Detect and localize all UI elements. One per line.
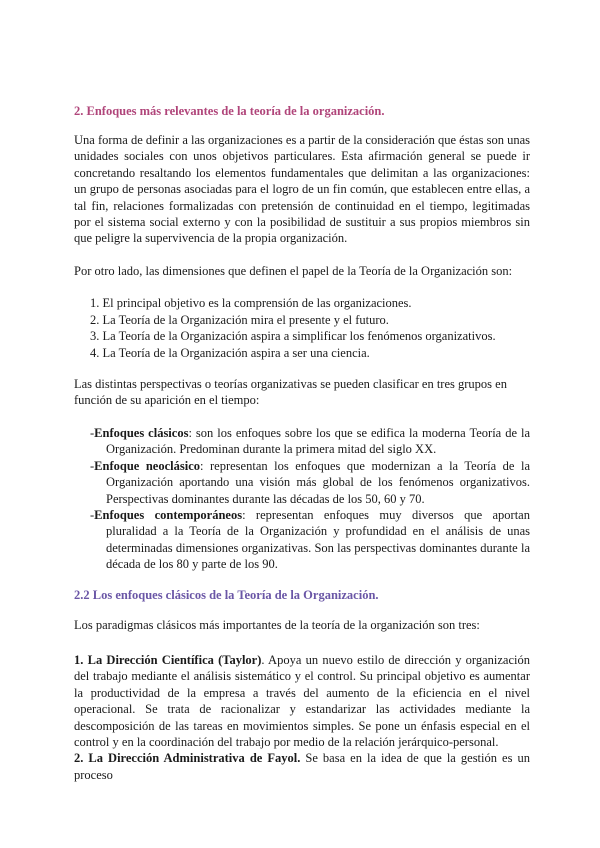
paradigms-intro: Los paradigmas clásicos más importantes de la teoría de la organización son tres: <box>74 618 480 632</box>
approach-text: : representan enfoques muy diversos que aportan pluralidad a la Teoría de la Organización y profundidad en el análisis de unas determinadas dimensiones organizativas. Son las perspectivas dominantes durante la década de los 80 y parte de los 90. <box>106 508 530 572</box>
approach-term: Enfoques clásicos <box>94 426 189 440</box>
list-item: 3. La Teoría de la Organización aspira a simplificar los fenómenos organizativos. <box>90 329 496 344</box>
intro-paragraph: Una forma de definir a las organizaciones es a partir de la consideración que éstas son unas unidades sociales con unos objetivos particulares. Esta afirmación general se puede ir concretando resaltando los elementos fundamentales que delimitan a las organizaciones: un grupo de personas asociadas para el logro de un fin común, que establecen entre ellas, a tal fin, relaciones formalizadas con pretensión de continuidad en el tiempo, legitimadas por el sistema social externo y con la posibilidad de sustituir a sus propios miembros sin que peligre la supervivencia de la propia organización. <box>74 133 530 246</box>
approach-text: : son los enfoques sobre los que se edifica la moderna Teoría de la Organización. Predominan durante la primera mitad del siglo XX. <box>106 426 530 457</box>
list-item <box>90 458 530 507</box>
approach-term: Enfoque neoclásico <box>94 458 201 473</box>
subsection-heading: 2.2 Los enfoques clásicos de la Teoría de la Organización. <box>74 588 379 602</box>
paradigm-term: 1. La Dirección Científica (Taylor) <box>74 653 262 667</box>
list-item: 1. El principal objetivo es la comprensión de las organizaciones. <box>90 296 412 310</box>
dimensions-intro: Por otro lado, las dimensiones que definen el papel de la Teoría de la Organización son: <box>74 264 513 278</box>
approach-term: Enfoques contemporáneos <box>94 508 243 523</box>
paradigms-paragraph <box>74 652 530 783</box>
list-item: 4. La Teoría de la Organización aspira a ser una ciencia. <box>90 345 370 360</box>
paradigm-text: Se basa en la idea de que la gestión es un proceso <box>74 751 530 782</box>
perspectives-paragraph: Las distintas perspectivas o teorías organizativas se pueden clasificar en tres grupos en función de su aparición en el tiempo: <box>74 377 507 408</box>
dash-prefix: - <box>90 426 95 440</box>
approaches-list <box>90 425 530 573</box>
dimensions-list <box>90 295 530 361</box>
approach-text: : representan los enfoques que modernizan a la Teoría de la Organización aportando una visión más global de los fenómenos organizativos. Perspectivas dominantes durante las décadas de los 50, 60 y 70. <box>106 458 531 506</box>
dash-prefix: - <box>90 458 95 473</box>
section-heading: 2. Enfoques más relevantes de la teoría de la organización. <box>74 104 385 118</box>
list-item: 2. La Teoría de la Organización mira el presente y el futuro. <box>90 312 389 327</box>
list-item <box>90 507 530 573</box>
list-item <box>90 425 530 458</box>
paradigm-term: 2. La Dirección Administrativa de Fayol. <box>74 751 301 766</box>
paradigm-text: . Apoya un nuevo estilo de dirección y organización del trabajo mediante el análisis sistemático y el control. Su principal objetivo es aumentar la productividad de la empresa a través del aumento de la eficiencia en el nivel operacional. Se trata de racionalizar y estandarizar las actividades mediante la descomposición de las tareas en movimientos simples. Se pone un énfasis especial en el control y en la coordinación del trabajo por medio de la relación jerárquico-personal. <box>74 653 530 750</box>
dash-prefix: - <box>90 508 95 523</box>
